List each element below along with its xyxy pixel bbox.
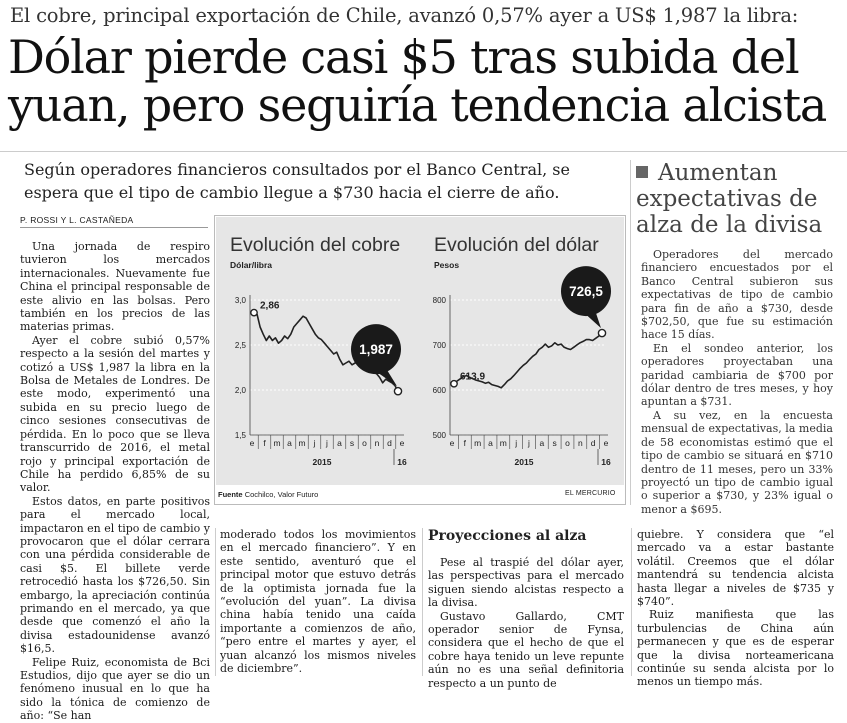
sidebar-title-text: Aumentan expectativas de alza de la divisa — [636, 160, 823, 238]
body-column-1 — [20, 240, 210, 723]
start-value-label: 613,9 — [460, 371, 486, 383]
end-value-label: 1,987 — [359, 342, 393, 358]
body-column-4 — [637, 528, 834, 689]
charts-svg — [214, 215, 626, 487]
start-point — [451, 381, 457, 387]
x-tick-label: m — [298, 438, 306, 448]
source-label: Fuente — [218, 490, 243, 499]
x-tick-label: e — [399, 438, 405, 448]
end-value-label: 726,5 — [569, 284, 603, 300]
x-tick-label: e — [449, 438, 455, 448]
chart-title: Evolución del cobre — [230, 234, 401, 256]
x-tick-label: m — [273, 438, 281, 448]
section-heading: Proyecciones al alza — [428, 528, 587, 544]
x-tick-label: n — [374, 438, 380, 448]
paragraph: Estos datos, en parte positivos para el mercado local, impactaron en el tipo de cambio y provocaron que el dólar cerrara con una pérdida considerable de casi $5. El billete verde retrocedió hasta los $726,50. Sin embargo, la apreciación continúa primando en el mercado, ya que desde que comenzó el año la divisa estadounidense avanzó $16,5. — [20, 494, 210, 656]
paragraph: Una jornada de respiro tuvieron los mercados internacionales. Nuevamente fue China el principal responsable de este alivio en las bolsas. Pero también en los precios de las materias primas. — [20, 240, 210, 334]
x-tick-label: m — [474, 438, 482, 448]
x-tick-label: e — [249, 438, 255, 448]
y-tick-label: 500 — [432, 431, 446, 440]
y-tick-label: 600 — [432, 386, 446, 395]
paragraph: A su vez, en la encuesta mensual de expectativas, la media de 58 economistas estimó que el tipo de cambio se situará en $710 dentro de 11 meses, pero un 33% proyectó un tipo de cambio igual o superior a $730, y 23% igual o menor a $695. — [641, 408, 833, 516]
x-tick-label: e — [603, 438, 609, 448]
x-tick-label: s — [552, 438, 557, 448]
x-tick-label: s — [349, 438, 355, 448]
x-tick-label: a — [337, 438, 342, 448]
x-tick-label: a — [488, 438, 493, 448]
x-tick-label: o — [362, 438, 367, 448]
y-tick-label: 700 — [432, 341, 446, 350]
end-point — [394, 388, 401, 395]
paragraph: Pese al traspié del dólar ayer, las perspectivas para el mercado siguen siendo alcistas respecto a la divisa. — [428, 556, 624, 610]
y-tick-label: 1,5 — [234, 431, 246, 440]
byline: P. ROSSI Y L. CASTAÑEDA — [20, 215, 134, 225]
paragraph: En el sondeo anterior, los operadores proyectaban una paridad cambiaria de $700 por dólar dentro de tres meses, y hoy apuntan a $731. — [641, 341, 833, 409]
square-bullet-icon — [636, 166, 648, 178]
start-value-label: 2,86 — [260, 300, 280, 312]
chart-credit: EL MERCURIO — [565, 490, 616, 497]
chart-y-label: Pesos — [434, 260, 460, 270]
headline: Dólar pierde casi $5 tras subida del yuan, pero seguiría tendencia alcista — [8, 30, 827, 132]
year-label: 16 — [397, 457, 407, 467]
x-tick-label: n — [577, 438, 583, 448]
paragraph: moderado todos los movimientos en el mercado financiero”. Y en este sentido, aventuró que el principal motor que estuvo detrás de la optimista jornada fue la “evolución del yuan”. La divisa china había tenido una caída importante a comienzos de año, “pero entre el martes y ayer, el yuan alcanzó los mismos niveles de diciembre”. — [220, 528, 416, 676]
paragraph: Gustavo Gallardo, CMT operador senior de Fynsa, considera que el hecho de que el cobre haya tenido un leve repunte aún no es una señal definitoria respecto a un punto de — [428, 609, 624, 690]
byline-rule — [20, 227, 208, 228]
x-tick-label: a — [287, 438, 292, 448]
x-tick-label: d — [590, 438, 596, 448]
column-divider — [631, 528, 632, 676]
sidebar-divider — [630, 160, 631, 505]
y-tick-label: 800 — [432, 296, 446, 305]
chart-source — [218, 490, 318, 499]
y-tick-label: 3,0 — [234, 296, 246, 305]
source-text: Cochilco, Valor Futuro — [244, 490, 319, 499]
sidebar-title — [636, 160, 831, 238]
body-column-2 — [220, 528, 416, 675]
x-tick-label: a — [539, 438, 545, 448]
year-label: 16 — [601, 457, 611, 467]
year-label: 2015 — [514, 457, 534, 467]
x-tick-label: j — [528, 438, 530, 448]
paragraph: Operadores del mercado financiero encuestados por el Banco Central subieron sus expectativas de tipo de cambio para fin de año a $730, desde $702,50, que fue su estimación hace 15 días. — [641, 248, 833, 342]
paragraph: Felipe Ruiz, economista de Bci Estudios, dijo que ayer se dio un fenómeno inusual en lo que ha sido la tónica de comienzo de año: “Se han — [20, 655, 210, 723]
column-divider — [422, 528, 423, 676]
chart-y-label: Dólar/libra — [230, 260, 273, 270]
column-divider — [215, 528, 216, 676]
x-tick-label: j — [326, 438, 328, 448]
x-tick-label: j — [313, 438, 316, 448]
paragraph: Ayer el cobre subió 0,57% respecto a la sesión del martes y cotizó a US$ 1,987 la libra en la Bolsa de Metales de Londres. De este modo, experimentó una subida en su precio luego de cinco sesiones consecutivas de pérdida. En lo poco que se lleva transcurrido de 2016, el metal rojo y principal exportación de Chile ha perdido 6,85% de su valor. — [20, 333, 210, 495]
year-label: 2015 — [312, 457, 332, 467]
paragraph: Ruiz manifiesta que las turbulencias de China aún permanecen y que es de esperar que la divisa norteamericana continúe su senda alcista por lo menos un tiempo más. — [637, 608, 834, 689]
x-tick-label: m — [499, 438, 507, 448]
x-tick-label: o — [565, 438, 570, 448]
x-tick-label: f — [263, 438, 266, 448]
kicker: El cobre, principal exportación de Chile, avanzó 0,57% ayer a US$ 1,987 la libra: — [10, 4, 799, 27]
x-tick-label: j — [515, 438, 518, 448]
y-tick-label: 2,0 — [234, 386, 246, 395]
chart-title: Evolución del dólar — [434, 234, 599, 256]
body-column-3 — [428, 556, 624, 690]
x-tick-label: f — [463, 438, 467, 448]
sidebar-text — [641, 248, 833, 516]
start-point — [251, 309, 257, 315]
y-tick-label: 2,5 — [234, 341, 246, 350]
deck: Según operadores financieros consultados por el Banco Central, se espera que el tipo de cambio llegue a $730 hacia el cierre de año. — [24, 160, 570, 202]
header-divider — [0, 151, 847, 152]
paragraph: quiebre. Y considera que “el mercado va a estar bastante volátil. Creemos que el dólar mantendrá su tendencia alcista hasta llegar a niveles de $735 y $740”. — [637, 528, 834, 609]
end-point — [598, 329, 605, 336]
x-tick-label: d — [387, 438, 392, 448]
